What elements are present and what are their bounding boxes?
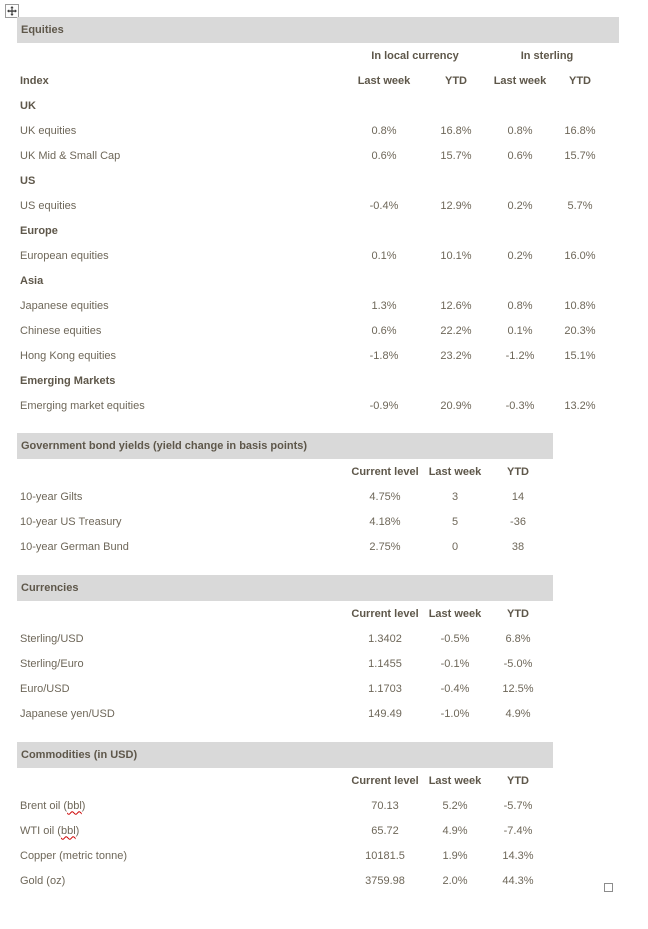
- label-text: ): [81, 799, 86, 812]
- row-label: Japanese equities: [20, 299, 109, 312]
- commodities-title: Commodities (in USD): [21, 749, 138, 761]
- value-last-week: 5.2%: [442, 799, 468, 812]
- equities-table: [17, 17, 619, 418]
- region-label: US: [20, 174, 36, 187]
- value-sterling-week: 0.8%: [507, 299, 533, 312]
- value-ytd: 14: [511, 490, 525, 503]
- col-header-ytd: YTD: [507, 465, 529, 478]
- value-local-ytd: 23.2%: [440, 349, 472, 362]
- table-row-wti-oil: [17, 818, 553, 843]
- value-last-week: -0.5%: [440, 632, 470, 645]
- bond-yields-column-header-row: [17, 459, 553, 484]
- table-row-sterling-euro: [17, 651, 553, 676]
- table-row-us-equities: [17, 193, 619, 218]
- table-row-euro-usd: [17, 676, 553, 701]
- value-last-week: -0.4%: [440, 682, 470, 695]
- table-row-10-year-us-treasury: [17, 509, 553, 534]
- equities-group-header-row: [17, 43, 619, 68]
- col-header-ytd-sterling: YTD: [569, 74, 591, 87]
- value-ytd: 38: [511, 540, 525, 553]
- table-row-european-equities: [17, 243, 619, 268]
- value-current-level: 1.1703: [368, 682, 402, 695]
- value-last-week: -1.0%: [440, 707, 470, 720]
- label-text: Gold (oz): [20, 874, 66, 887]
- value-sterling-ytd: 13.2%: [564, 399, 596, 412]
- value-sterling-week: -0.3%: [505, 399, 535, 412]
- table-row-10-year-german-bund: [17, 534, 553, 559]
- value-current-level: 10181.5: [365, 849, 405, 862]
- bond-yields-section-bar: [17, 433, 553, 459]
- value-local-week: 0.1%: [371, 249, 397, 262]
- value-sterling-ytd: 10.8%: [564, 299, 596, 312]
- section-row-europe: [17, 218, 619, 243]
- value-sterling-week: 0.2%: [507, 199, 533, 212]
- region-label: UK: [20, 99, 36, 112]
- value-last-week: -0.1%: [440, 657, 470, 670]
- col-header-last-week: Last week: [428, 607, 482, 620]
- table-row-uk-mid-small-cap: [17, 143, 619, 168]
- col-header-index: Index: [20, 74, 49, 87]
- col-header-current-level: Current level: [351, 465, 419, 478]
- value-local-ytd: 20.9%: [440, 399, 472, 412]
- label-text: Brent oil (: [20, 799, 68, 812]
- value-local-week: -1.8%: [369, 349, 399, 362]
- value-local-ytd: 15.7%: [440, 149, 472, 162]
- col-header-last-week-local: Last week: [357, 74, 411, 87]
- value-ytd: 14.3%: [502, 849, 534, 862]
- row-label: Japanese yen/USD: [20, 707, 115, 720]
- value-ytd: -5.0%: [503, 657, 533, 670]
- label-text: WTI oil (: [20, 824, 61, 837]
- value-last-week: 0: [451, 540, 459, 553]
- value-ytd: -5.7%: [503, 799, 533, 812]
- row-label: Hong Kong equities: [20, 349, 117, 362]
- row-label: US equities: [20, 199, 77, 212]
- commodities-column-header-row: [17, 768, 553, 793]
- row-label: Emerging market equities: [20, 399, 145, 412]
- value-local-ytd: 12.9%: [440, 199, 472, 212]
- row-label: Chinese equities: [20, 324, 102, 337]
- table-row-copper: [17, 843, 553, 868]
- equities-title: Equities: [21, 24, 64, 36]
- value-sterling-ytd: 5.7%: [567, 199, 593, 212]
- value-local-ytd: 10.1%: [440, 249, 472, 262]
- section-row-emerging-markets: [17, 368, 619, 393]
- value-local-week: 0.6%: [371, 149, 397, 162]
- value-current-level: 3759.98: [365, 874, 405, 887]
- bond-yields-table: [17, 433, 553, 559]
- table-row-brent-oil: [17, 793, 553, 818]
- value-ytd: 6.8%: [505, 632, 531, 645]
- region-label: Emerging Markets: [20, 374, 116, 387]
- value-ytd: -36: [510, 515, 526, 528]
- value-local-ytd: 16.8%: [440, 124, 472, 137]
- region-label: Asia: [20, 274, 44, 287]
- col-header-ytd: YTD: [507, 607, 529, 620]
- value-sterling-ytd: 16.0%: [564, 249, 596, 262]
- row-label: Sterling/USD: [20, 632, 84, 645]
- section-row-asia: [17, 268, 619, 293]
- label-text: Copper (metric tonne): [20, 849, 127, 862]
- misspelled-word: bbl: [67, 799, 82, 812]
- value-sterling-ytd: 15.1%: [564, 349, 596, 362]
- col-header-last-week-sterling: Last week: [493, 74, 547, 87]
- col-header-current-level: Current level: [351, 607, 419, 620]
- currencies-column-header-row: [17, 601, 553, 626]
- currencies-title: Currencies: [21, 582, 79, 594]
- row-label: 10-year US Treasury: [20, 515, 122, 528]
- value-local-week: -0.9%: [369, 399, 399, 412]
- currencies-table: [17, 575, 553, 726]
- section-row-uk: [17, 93, 619, 118]
- value-current-level: 149.49: [368, 707, 402, 720]
- value-ytd: 4.9%: [505, 707, 531, 720]
- value-last-week: 5: [451, 515, 459, 528]
- row-label: Sterling/Euro: [20, 657, 84, 670]
- col-header-last-week: Last week: [428, 465, 482, 478]
- row-label: European equities: [20, 249, 109, 262]
- row-label: [17, 850, 343, 862]
- col-header-last-week: Last week: [428, 774, 482, 787]
- value-sterling-ytd: 15.7%: [564, 149, 596, 162]
- misspelled-word: bbl: [60, 824, 76, 837]
- value-local-week: 0.8%: [371, 124, 397, 137]
- equities-column-header-row: [17, 68, 619, 93]
- table-row-10-year-gilts: [17, 484, 553, 509]
- value-sterling-week: 0.2%: [507, 249, 533, 262]
- value-ytd: 12.5%: [502, 682, 534, 695]
- value-local-week: -0.4%: [369, 199, 399, 212]
- row-label: [17, 825, 343, 837]
- commodities-section-bar: [17, 742, 553, 768]
- row-label: UK Mid & Small Cap: [20, 149, 121, 162]
- value-sterling-week: 0.8%: [507, 124, 533, 137]
- col-header-current-level: Current level: [351, 774, 419, 787]
- table-row-chinese-equities: [17, 318, 619, 343]
- value-sterling-ytd: 16.8%: [564, 124, 596, 137]
- row-label: [17, 875, 343, 887]
- value-current-level: 70.13: [371, 799, 399, 812]
- value-local-ytd: 22.2%: [440, 324, 472, 337]
- col-header-ytd: YTD: [507, 774, 529, 787]
- value-local-week: 1.3%: [371, 299, 397, 312]
- value-sterling-week: 0.6%: [507, 149, 533, 162]
- value-last-week: 1.9%: [442, 849, 468, 862]
- value-current-level: 65.72: [371, 824, 399, 837]
- value-last-week: 4.9%: [442, 824, 468, 837]
- value-last-week: 3: [451, 490, 459, 503]
- row-label: Euro/USD: [20, 682, 70, 695]
- value-local-ytd: 12.6%: [440, 299, 472, 312]
- value-ytd: 44.3%: [502, 874, 534, 887]
- value-sterling-ytd: 20.3%: [564, 324, 596, 337]
- value-current-level: 2.75%: [369, 540, 401, 553]
- value-current-level: 1.1455: [368, 657, 402, 670]
- value-sterling-week: 0.1%: [507, 324, 533, 337]
- value-ytd: -7.4%: [503, 824, 533, 837]
- table-row-japanese-equities: [17, 293, 619, 318]
- bond-yields-title: Government bond yields (yield change in basis points): [21, 440, 308, 452]
- label-text: ): [75, 824, 80, 837]
- value-current-level: 1.3402: [368, 632, 402, 645]
- value-sterling-week: -1.2%: [505, 349, 535, 362]
- value-current-level: 4.18%: [369, 515, 401, 528]
- table-row-gold: [17, 868, 553, 893]
- move-icon: [7, 6, 17, 16]
- group-header-sterling: In sterling: [520, 49, 574, 62]
- region-label: Europe: [20, 224, 58, 237]
- table-row-japanese-yen-usd: [17, 701, 553, 726]
- value-current-level: 4.75%: [369, 490, 401, 503]
- row-label: 10-year Gilts: [20, 490, 83, 503]
- table-row-uk-equities: [17, 118, 619, 143]
- value-last-week: 2.0%: [442, 874, 468, 887]
- col-header-ytd-local: YTD: [445, 74, 467, 87]
- value-local-week: 0.6%: [371, 324, 397, 337]
- group-header-local-currency: In local currency: [371, 49, 459, 62]
- table-resize-handle[interactable]: [604, 883, 613, 892]
- row-label: [17, 800, 343, 812]
- table-row-emerging-market-equities: [17, 393, 619, 418]
- table-row-hong-kong-equities: [17, 343, 619, 368]
- currencies-section-bar: [17, 575, 553, 601]
- section-row-us: [17, 168, 619, 193]
- table-move-handle[interactable]: [5, 4, 19, 18]
- row-label: 10-year German Bund: [20, 540, 129, 553]
- row-label: UK equities: [20, 124, 77, 137]
- equities-section-bar: [17, 17, 619, 43]
- commodities-table: [17, 742, 553, 893]
- table-row-sterling-usd: [17, 626, 553, 651]
